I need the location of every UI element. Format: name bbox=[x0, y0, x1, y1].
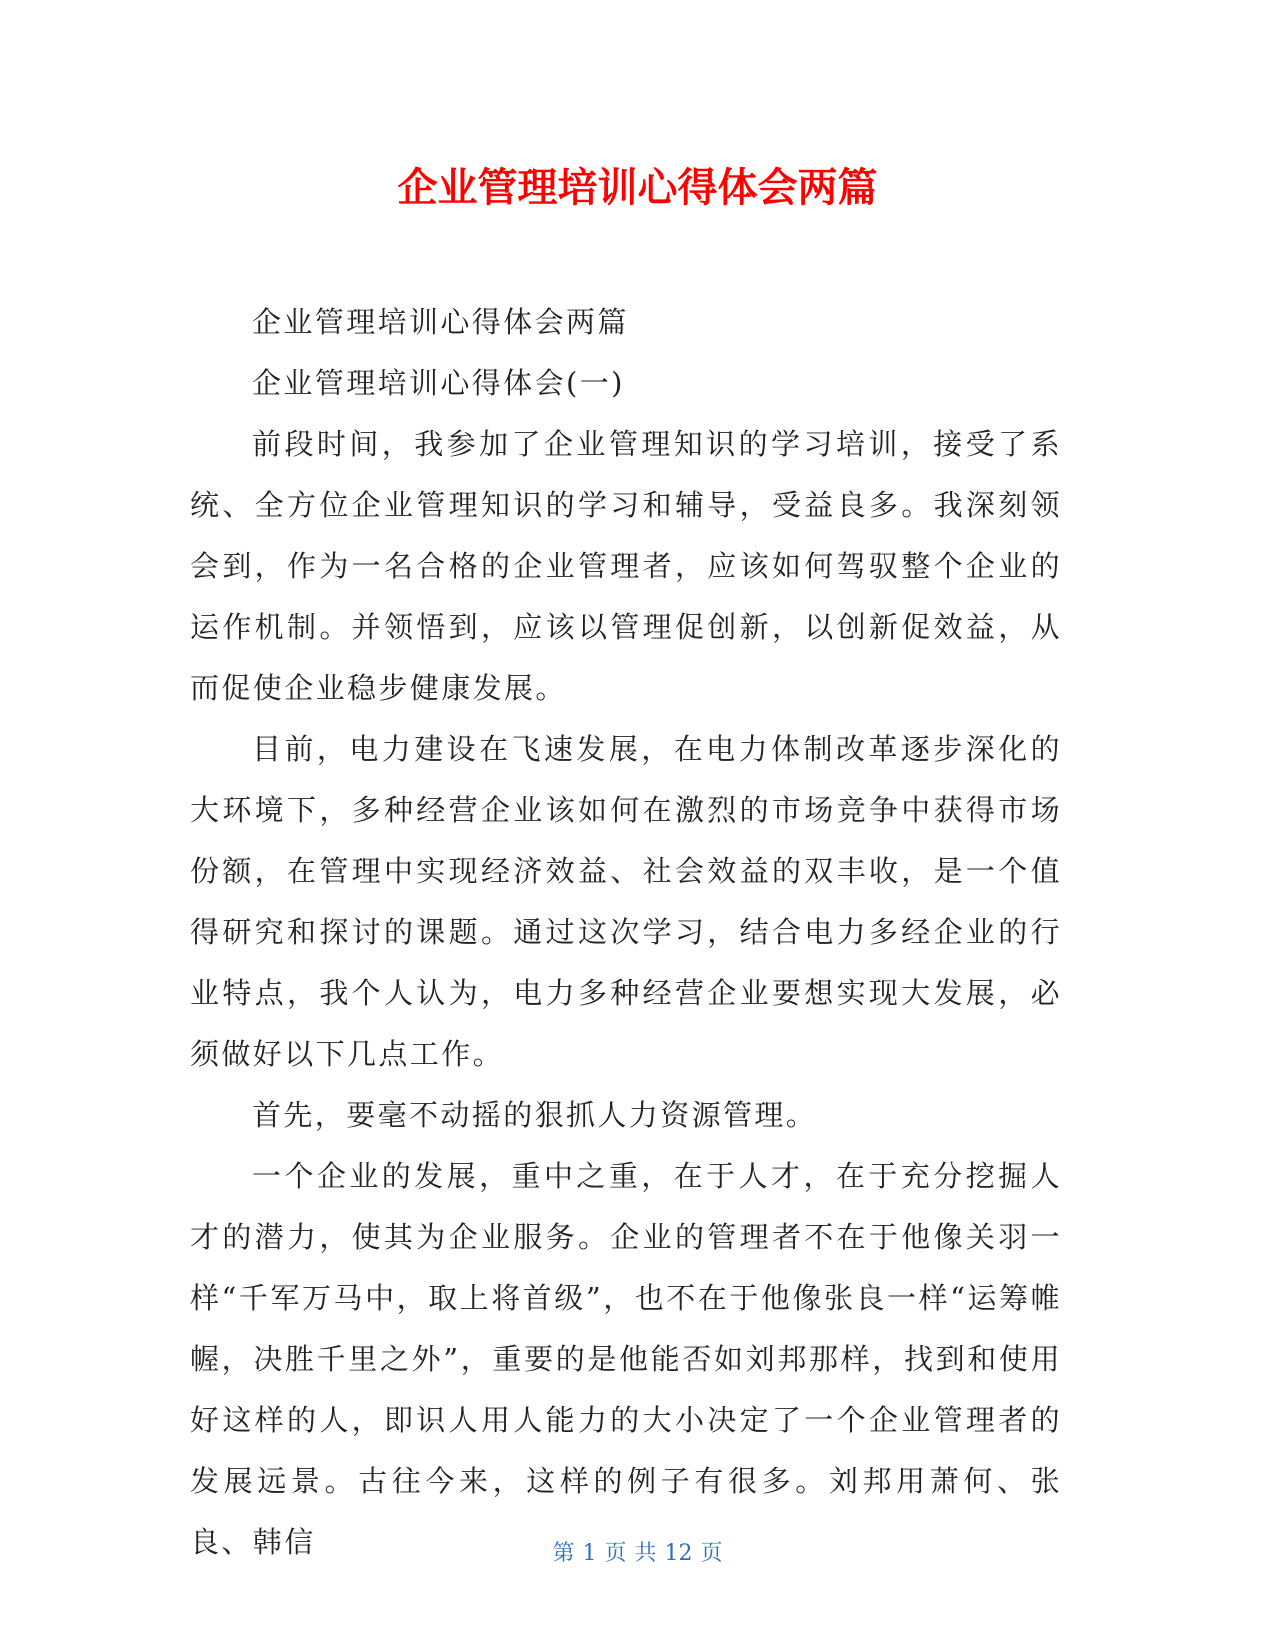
paragraph-talent: 一个企业的发展，重中之重，在于人才，在于充分挖掘人才的潜力，使其为企业服务。企业的管理者不在于他像关羽一样“千军万马中，取上将首级”，也不在于他像张良一样“运筹帷幄，决胜千里之外”，重要的是他能否如刘邦那样，找到和使用好这样的人，即识人用人能力的大小决定了一个企业管理者的发展远景。古往今来，这样的例子有很多。刘邦用萧何、张良、韩信 bbox=[190, 1159, 1062, 1559]
footer-total-prefix: 共 bbox=[634, 1541, 657, 1566]
footer-page-unit: 页 bbox=[604, 1541, 627, 1566]
footer-prefix: 第 bbox=[552, 1541, 575, 1566]
paragraph-intro: 前段时间，我参加了企业管理知识的学习培训，接受了系统、全方位企业管理知识的学习和辅导，受益良多。我深刻领会到，作为一名合格的企业管理者，应该如何驾驭整个企业的运作机制。并领悟到，应该以管理促创新，以创新促效益，从而促使企业稳步健康发展。 bbox=[190, 427, 1062, 705]
footer-total-unit: 页 bbox=[700, 1541, 723, 1566]
document-body bbox=[190, 292, 1062, 1573]
paragraph-heading-repeat: 企业管理培训心得体会两篇 bbox=[252, 305, 629, 339]
page-footer bbox=[0, 1539, 1275, 1569]
paragraph-current-situation: 目前，电力建设在飞速发展，在电力体制改革逐步深化的大环境下，多种经营企业该如何在激烈的市场竞争中获得市场份额，在管理中实现经济效益、社会效益的双丰收，是一个值得研究和探讨的课题。通过这次学习，结合电力多经企业的行业特点，我个人认为，电力多种经营企业要想实现大发展，必须做好以下几点工作。 bbox=[190, 732, 1062, 1071]
paragraph-subheading: 企业管理培训心得体会(一) bbox=[252, 366, 625, 400]
footer-page-number: 1 bbox=[582, 1541, 597, 1566]
footer-total-pages: 12 bbox=[664, 1541, 693, 1566]
paragraph-first-point: 首先，要毫不动摇的狠抓人力资源管理。 bbox=[252, 1098, 818, 1132]
document-title: 企业管理培训心得体会两篇 bbox=[397, 165, 878, 211]
